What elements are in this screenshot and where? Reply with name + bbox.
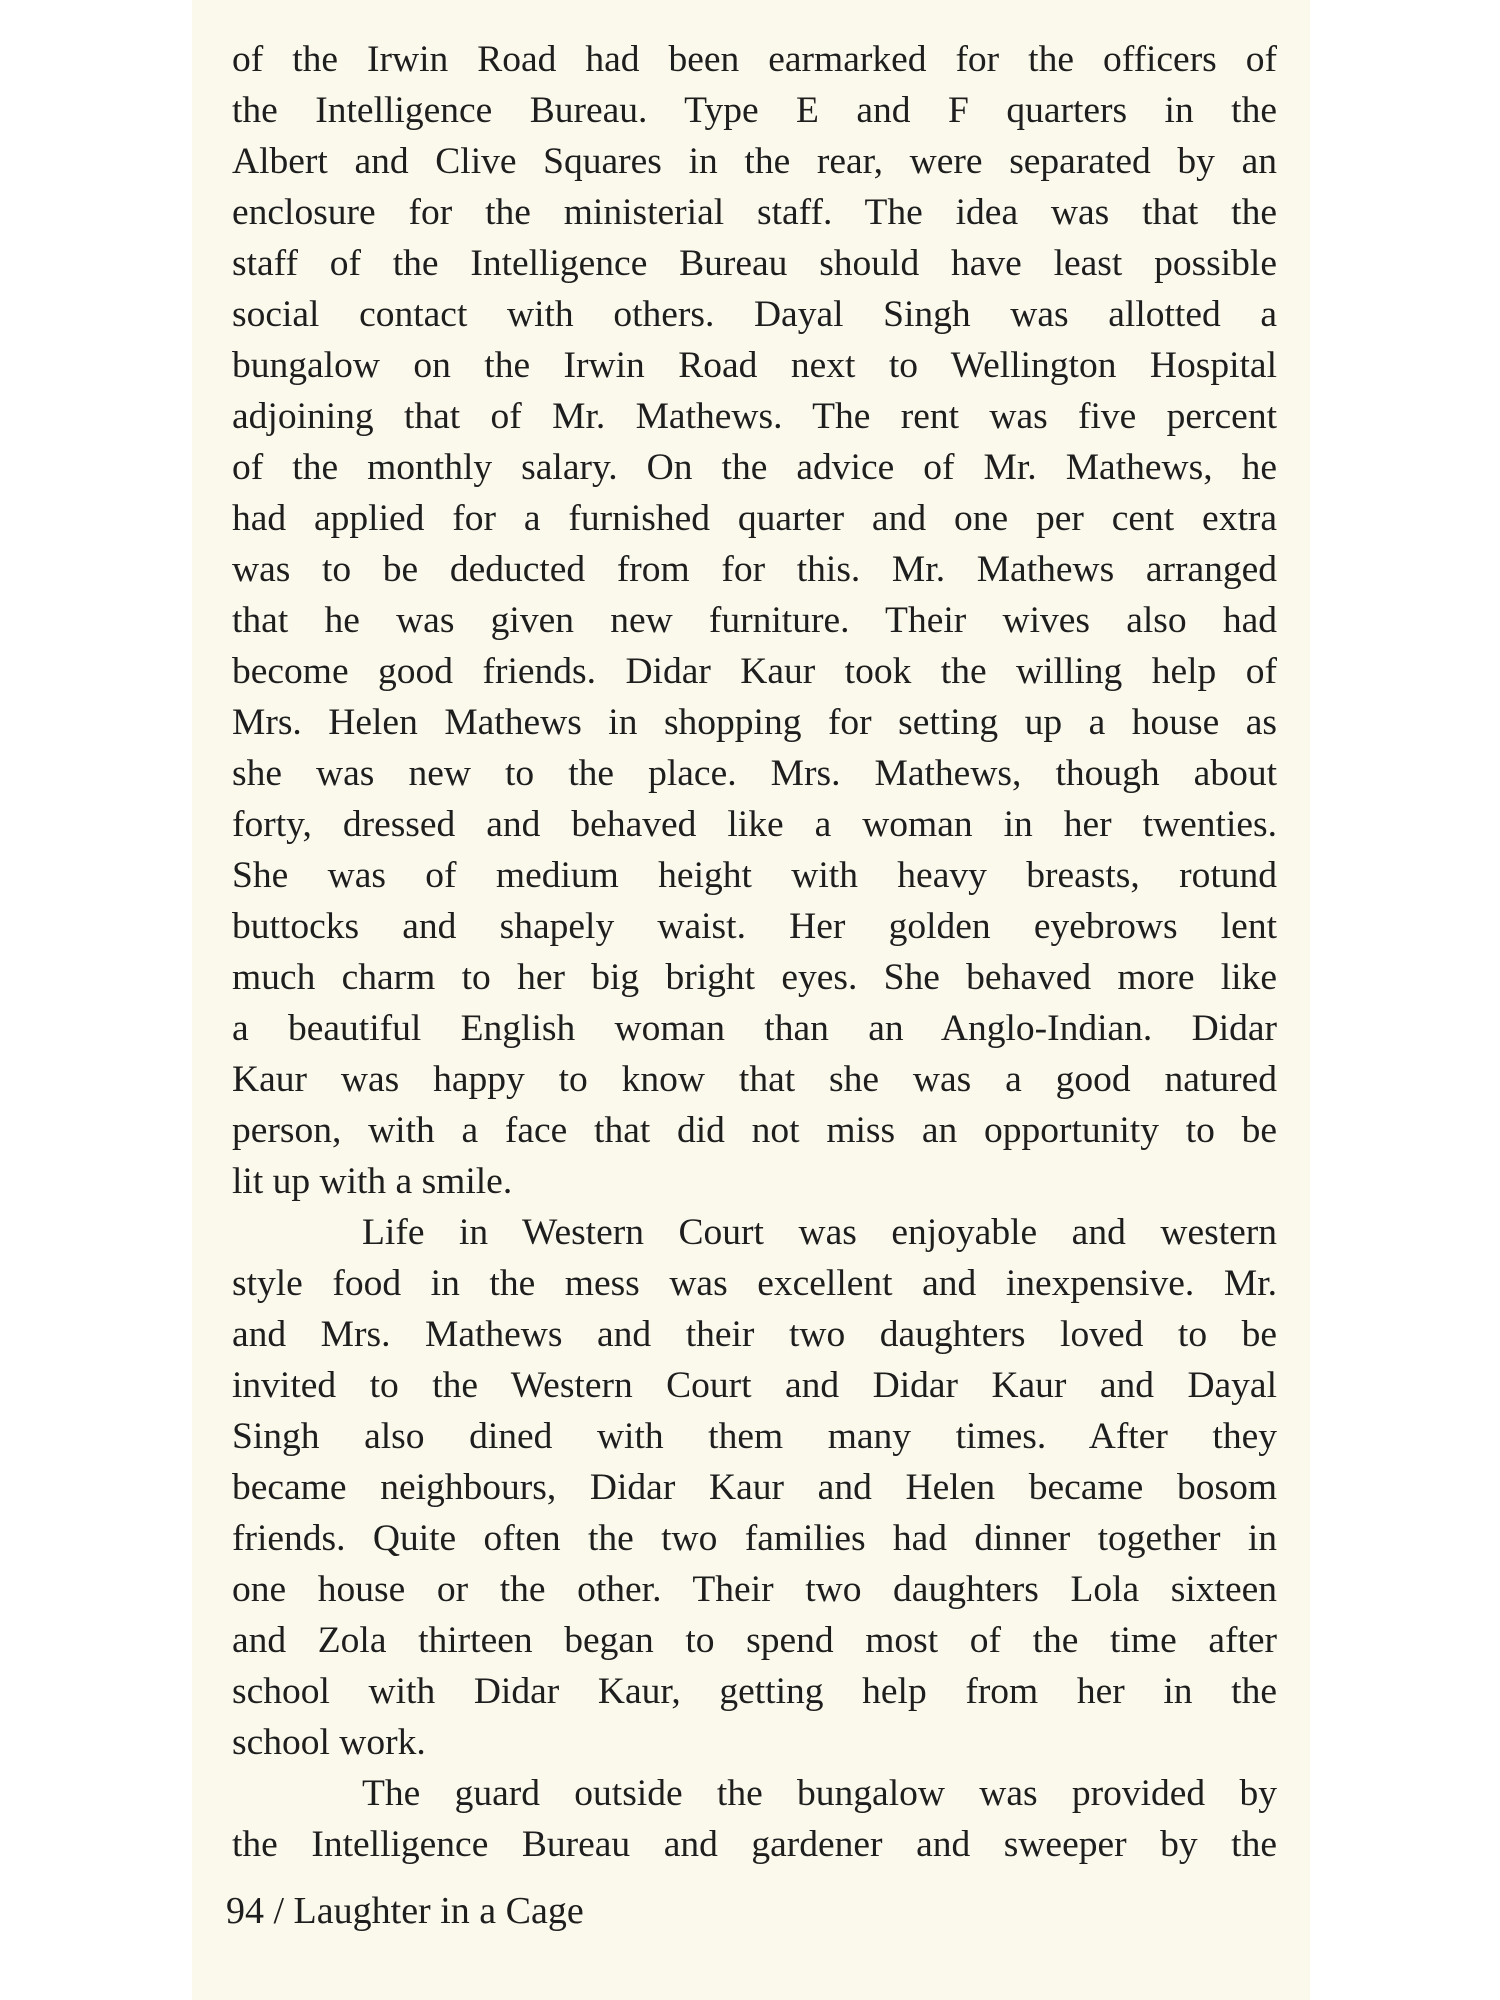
text-line: lit up with a smile. [232, 1161, 513, 1202]
text-line: and Mrs. Mathews and their two daughters loved to be [232, 1314, 1277, 1355]
text-line: became neighbours, Didar Kaur and Helen became bosom [232, 1467, 1277, 1508]
text-line: Mrs. Helen Mathews in shopping for setting up a house as [232, 702, 1277, 743]
text-line: become good friends. Didar Kaur took the willing help of [232, 651, 1277, 692]
text-line: a beautiful English woman than an Anglo-Indian. Didar [232, 1008, 1277, 1049]
text-line: and Zola thirteen began to spend most of the time after [232, 1620, 1277, 1661]
text-line: of the Irwin Road had been earmarked for the officers of [232, 39, 1277, 80]
text-line: had applied for a furnished quarter and one per cent extra [232, 498, 1277, 539]
text-line: person, with a face that did not miss an opportunity to be [232, 1110, 1277, 1151]
text-line: that he was given new furniture. Their wives also had [232, 600, 1277, 641]
text-line: friends. Quite often the two families had dinner together in [232, 1518, 1277, 1559]
paragraph [232, 34, 1277, 1207]
book-page [192, 0, 1310, 2000]
text-line: style food in the mess was excellent and inexpensive. Mr. [232, 1263, 1277, 1304]
text-line: social contact with others. Dayal Singh was allotted a [232, 294, 1277, 335]
text-line: enclosure for the ministerial staff. The idea was that the [232, 192, 1277, 233]
text-line: school with Didar Kaur, getting help from her in the [232, 1671, 1277, 1712]
text-line: of the monthly salary. On the advice of Mr. Mathews, he [232, 447, 1277, 488]
text-line: the Intelligence Bureau and gardener and sweeper by the [232, 1824, 1277, 1865]
text-line: bungalow on the Irwin Road next to Wellington Hospital [232, 345, 1277, 386]
paragraph [232, 1768, 1277, 1870]
text-line: Life in Western Court was enjoyable and western [362, 1212, 1277, 1253]
page-footer: 94 / Laughter in a Cage [226, 1890, 584, 1932]
text-line: Kaur was happy to know that she was a good natured [232, 1059, 1277, 1100]
text-line: She was of medium height with heavy breasts, rotund [232, 855, 1277, 896]
text-line: The guard outside the bungalow was provided by [362, 1773, 1277, 1814]
paragraph [232, 1207, 1277, 1768]
body-text [232, 34, 1277, 1870]
text-line: she was new to the place. Mrs. Mathews, though about [232, 753, 1277, 794]
text-line: staff of the Intelligence Bureau should have least possible [232, 243, 1277, 284]
text-line: much charm to her big bright eyes. She behaved more like [232, 957, 1277, 998]
text-line: Singh also dined with them many times. After they [232, 1416, 1277, 1457]
text-line: one house or the other. Their two daughters Lola sixteen [232, 1569, 1277, 1610]
text-line: was to be deducted from for this. Mr. Mathews arranged [232, 549, 1277, 590]
text-line: the Intelligence Bureau. Type E and F quarters in the [232, 90, 1277, 131]
text-line: Albert and Clive Squares in the rear, were separated by an [232, 141, 1277, 182]
text-line: school work. [232, 1722, 426, 1763]
text-line: invited to the Western Court and Didar Kaur and Dayal [232, 1365, 1277, 1406]
text-line: buttocks and shapely waist. Her golden eyebrows lent [232, 906, 1277, 947]
text-line: forty, dressed and behaved like a woman in her twenties. [232, 804, 1277, 845]
text-line: adjoining that of Mr. Mathews. The rent was five percent [232, 396, 1277, 437]
